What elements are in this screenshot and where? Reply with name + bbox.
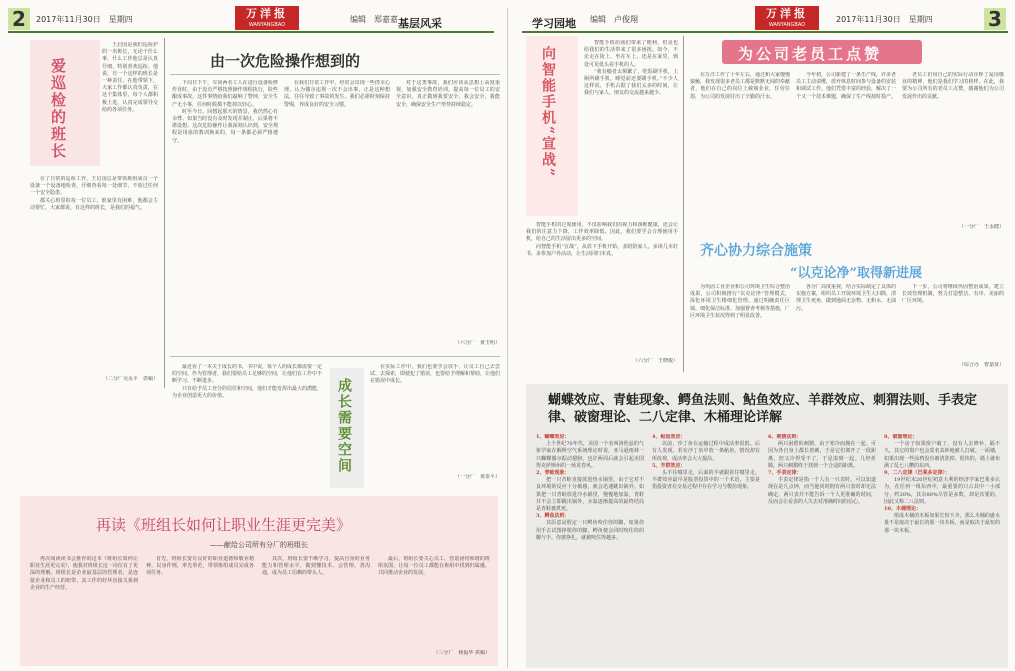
paragraph: 老员工们用自己的实际行动诠释了爱岗敬业的精神，他们是我们学习的榜样。在此，我要为公司所有的老员工点赞，感谢他们为公司发展作出的贡献。 [902,72,1004,100]
effect-heading: 5、羊群效应： [652,462,686,469]
right-header-rule [522,31,1008,33]
growth-col-2 [370,364,500,470]
paragraph: 智能手机给我们带来了便利，但是也给我们的生活带来了很多困扰。如今，不论走在街上、坐在车上，还是在家里，到处可见低头看手机的人。 [584,40,678,68]
effect-text: 组成木桶的木板如果长短不齐，那么木桶的盛水量不是取决于最长的那一块木板，而是取决于最短的那一块木板。 [884,513,1000,534]
paragraph: 今年初，公司新建了一条生产线，许多老员工主动请缨，放弃休息时间参与设备的安装和调试工作。他们凭借丰富的经验，解决了一个又一个技术难题，确保了生产线按时投产。 [796,72,896,100]
old-staff-byline-wrap [902,224,1004,234]
effect-text: 一个房子如果窗户破了，没有人去修补，隔不久，其它的窗户也会莫名其妙地被人打破。一面墙，如果出现一些涂鸦没有被清洗掉，很快的，墙上就布满了乱七八糟的东西。 [884,441,1000,469]
right-page-number: 3 [984,8,1006,30]
paragraph: 各分厂高度重视，结合实际制定了具体的实施方案，组织员工开展环境卫生大扫除，清理卫生死角，做到地面无杂物、无积水、无油污。 [796,284,896,312]
love-leader-body-2 [30,176,158,372]
page-gutter [507,8,508,668]
reread-subtitle: ——献给公司所有分厂的班组长 [210,541,308,549]
paragraph: 最后，班组长要关心员工，营造团结和谐的班组氛围，让每一位员工都能在班组中找到归属感，共同推动企业的发展。 [378,556,490,577]
coordination-byline-wrap [902,362,1004,372]
effect-heading: 2、青蛙现象： [536,470,570,477]
paragraph: 在了日常的巡检工作，王启国总是带领班组成员一个设备一个设备地检查，仔细查看每一处细节，不放过任何一个安全隐患。 [30,176,158,197]
love-leader-title: 爱巡检的班长 [49,58,67,160]
effects-col-4 [884,434,1000,662]
old-staff-col-1 [690,72,790,232]
effects-col-3 [768,434,876,662]
old-staff-title: 为公司老员工点赞 [738,45,883,63]
smartphone-byline-wrap [526,358,678,368]
danger-title: 由一次危险操作想到的 [210,52,361,70]
paragraph: 时至今日，回想起那天的情景，我仍然心有余悸。如果当时没有及时发现并制止，后果将不堪设想。这次危险操作让我深刻认识到，安全规程是用血的教训换来的，每一条都必须严格遵守。 [172,108,278,144]
paragraph: 对于这类事故，我们应该从思想上高度重视，加强安全教育培训，提高每一位员工的安全意识，真正做到我要安全、我会安全、我能安全，确保安全生产形势持续稳定。 [396,80,500,108]
effect-heading: 1、蝴蝶效应： [536,434,570,440]
paragraph: 都关心班里的每一位员工，谁家里有困难，他都会主动帮忙，大家都说，有这样的班长，是我们的福气。 [30,197,158,211]
paragraph: 向智能手机“宣战”，从放下手机开始，多陪陪家人，多读几本好书，多参加户外活动，让生活回归本真。 [526,243,678,257]
smartphone-byline: （六分厂 王晓俊） [632,358,678,364]
danger-byline: （六分厂 黄玉明） [454,340,500,346]
effect-heading: 3、鳄鱼法则： [536,513,570,520]
smartphone-title: 向智能手机“宣战” [540,46,556,179]
smartphone-col-1 [584,40,678,222]
paragraph: 在实际工作中，我们也要学会放手，让员工自己去尝试、去探索，即使犯了错误，也要给予理解和帮助，让他们在错误中成长。 [370,364,500,385]
reread-col-3 [262,556,370,660]
old-staff-byline: （一分厂 王永健） [958,224,1004,230]
right-date: 2017年11月30日 星期四 [836,15,933,24]
coordination-col-3 [902,284,1004,360]
title-rule [170,74,500,75]
effect-text: 头羊往哪里走，后面的羊就跟着往哪里走。羊群效应最早是股票投资中的一个术语，主要是指投资者在交易过程中存在学习与模仿现象。 [652,470,760,491]
effect-heading: 9、二八定律（巴莱多定律）： [884,470,950,477]
effect-text: 上个世纪70年代，美国一个名叫洛伦兹的气象学家在解释空气系统理论时说，亚马逊雨林一只蝴蝶偶尔振动翅膀，也许两周后就会引起美国得克萨斯州的一场龙卷风。 [536,441,644,469]
coordination-byline: （综合办 曹嘉贤） [958,362,1004,368]
paragraph: 在我们日常工作中，经常会出现一些侥幸心理，认为偶尔违规一次不会出事，正是这种想法，往往导致了事故的发生。我们必须时刻保持警惕，养成良好的安全习惯。 [284,80,390,108]
paragraph: 为巩固工业企业和公司环境卫生综合整治成果，公司积极推行“以克论净”管理模式，深化环境卫生精细化管理。通过明确责任区域、细化保洁标准、加强督查考核等措施，厂区环境卫生状况得到了明显改善。 [690,284,790,319]
column-divider [683,36,684,372]
growth-title: 成长需要空间 [336,378,352,474]
growth-col-1 [172,364,322,480]
smartphone-col-2 [526,222,678,356]
effects-col-1 [536,434,644,662]
effect-text: 手表定律是指一个人有一只表时，可以知道现在是几点钟，而当他同时拥有两只表时却无法确定。两只表并不能告诉一个人更准确的时间，反而会让看表的人失去对准确时间的信心。 [768,477,876,505]
danger-col-3 [396,80,500,338]
effect-heading: 4、鲇鱼效应： [652,434,686,440]
coordination-col-2 [796,284,896,370]
effect-heading: 7、手表定律： [768,470,802,477]
left-page-number: 2 [8,8,30,30]
reread-col-2 [146,556,254,660]
old-staff-col-2 [796,72,896,232]
growth-byline-wrap [370,474,500,484]
effect-heading: 6、刺猬法则： [768,434,802,440]
reread-title: 再读《班组长如何让职业生涯更完美》 [96,516,352,534]
coordination-title: 齐心协力综合施策 [700,243,812,259]
left-logo [235,6,299,30]
reread-col-1 [30,556,138,660]
reread-byline-wrap [378,650,490,660]
column-divider [164,38,165,388]
paragraph: 智能手机的过度使用，不仅影响我们的视力和颈椎健康，还会让我们的注意力下降，工作效率降低。因此，我们要学会合理使用手机，给自己的生活留出更多的空间。 [526,222,678,243]
effect-text: 19世纪末20世纪初意大利的经济学家巴莱多认为，在任何一组东西中，最重要的只占其中一小部分，约20%，其余80%尽管是多数，却是次要的，因此又称二八法则。 [884,477,1000,505]
love-leader-byline-wrap [30,376,158,386]
right-logo [755,6,819,30]
left-date: 2017年11月30日 星期四 [36,15,133,24]
paragraph: 在万洋工作了十年左右，通过和大家慢慢接触，我发现很多老员工都是默默无闻的奉献者，他们在自己的岗位上兢兢业业，任劳任怨，为公司的发展付出了辛勤的汗水。 [690,72,790,100]
paragraph: “我有瘾者太频繁了，吃饭刷手机，上厕所刷手机，睡觉前还要刷手机。”不少人这样说。手机占据了我们太多的时间，让我们与家人、朋友的交流越来越少。 [584,68,678,97]
left-logo-text: 万洋报 [246,7,288,20]
coordination-col-1 [690,284,790,370]
danger-col-1 [172,80,278,338]
paragraph: 再次阅读读书会推荐的这本《班组长如何让职业生涯更完美》，使我对班组长这一岗位有了更深的理解。班组长是企业最基层的管理者，是连接企业和员工的纽带，其工作的好坏直接关系到企业的生产经营。 [30,556,138,591]
right-logo-text: 万洋报 [766,7,808,20]
danger-col-2 [284,80,390,338]
love-leader-body-1 [102,42,158,170]
effect-text: 其原意是假定一只鳄鱼咬住你的脚，如果你用手去试图挣脱你的脚，鳄鱼便会同时咬住你的脚与手。你愈挣扎，就被咬住得越多。 [536,520,644,541]
right-section-title: 学习园地 [532,17,576,30]
effect-text: 把一只青蛙直接放进热水锅里，由于它对不良环境的反应十分敏感，就会迅速跳出锅外。如果把一只青蛙放进冷水锅里，慢慢地加温，青蛙并不会立即跳出锅外，水温逐渐提高的最终结局是青蛙被煮死。 [536,477,644,513]
paragraph: 只有给予员工充分的信任和空间，他们才能发挥出最大的潜能，为企业创造更大的价值。 [172,385,322,399]
effect-text: 两只困倦的刺猬，由于寒冷而拥在一起。可因为各自身上都长着刺，于是它们离开了一段距离，但又冷得受不了，于是凑到一起。几经折腾，两只刺猬终于找到一个合适的距离。 [768,441,876,469]
paragraph: 下一步，公司将继续巩固整治成果，建立长效管理机制，努力打造整洁、有序、美丽的厂区环境。 [902,284,1004,305]
right-logo-sub: WANYANGBAO [768,22,806,28]
effect-text: 以前，沙丁鱼在运输过程中成活率很低。后有人发现，若在沙丁鱼中放一条鲇鱼，情况却有所改观，成活率会大大提高。 [652,441,760,462]
left-logo-sub: WANYANGBAO [248,22,286,28]
left-header-rule [8,31,494,33]
paragraph: 首先，班组长要有良好的职业道德和敬业精神，以身作则，率先垂范，带领班组成员完成各项任务。 [146,556,254,577]
effects-col-2 [652,434,760,662]
reread-byline: （三分厂 杨福华 供稿） [433,650,490,656]
reread-col-4 [378,556,490,648]
right-editor: 编辑 卢俊翔 [590,15,638,24]
effects-title: 蝴蝶效应、青蛙现象、鳄鱼法则、鲇鱼效应、羊群效应、刺猬法则、手表定律、破窗理论、二八定律、木桶理论详解 [548,393,978,425]
left-section-title: 基层风采 [398,17,442,30]
paragraph: 下周日下午，车间两名工人在进行设备检修作业时，由于没有严格按照操作规程执行，险些酿成事故。这件事情给我们敲响了警钟，安全生产无小事，任何时候都不能掉以轻心。 [172,80,278,108]
paragraph: 王启国是我们巡检护的一名班长，无论干什么事，什么工作他总是认真仔细，特别喜欢巡检。他说，有一个这样的班长是一种责任，在他带领下，大家工作都认真负责，在这个集体里，每个人都积极上进，认真完成领导交给的各项任务。 [102,42,158,113]
effect-heading: 10、木桶理论： [884,506,921,513]
left-editor: 编辑 郑嘉嘉 [350,15,398,24]
old-staff-col-3 [902,72,1004,222]
effect-heading: 8、破窗理论： [884,434,918,440]
love-leader-byline: （二分厂吴永平 供稿） [102,376,158,382]
coordination-subtitle: “以克论净”取得新进展 [790,266,922,281]
danger-byline-wrap [396,340,500,350]
paragraph: 其次，班组长要不断学习，提高自身的业务能力和管理水平，做到懂技术、会管理、善沟通，成为员工信赖的带头人。 [262,556,370,577]
section-rule [170,356,500,357]
paragraph: 最近看了一本关于成长的书，书中说，每个人的成长都需要一定的空间。作为管理者，我们要给员工足够的空间，让他们在工作中不断学习、不断进步。 [172,364,322,385]
growth-byline: （一分厂 黄泰平） [454,474,500,480]
